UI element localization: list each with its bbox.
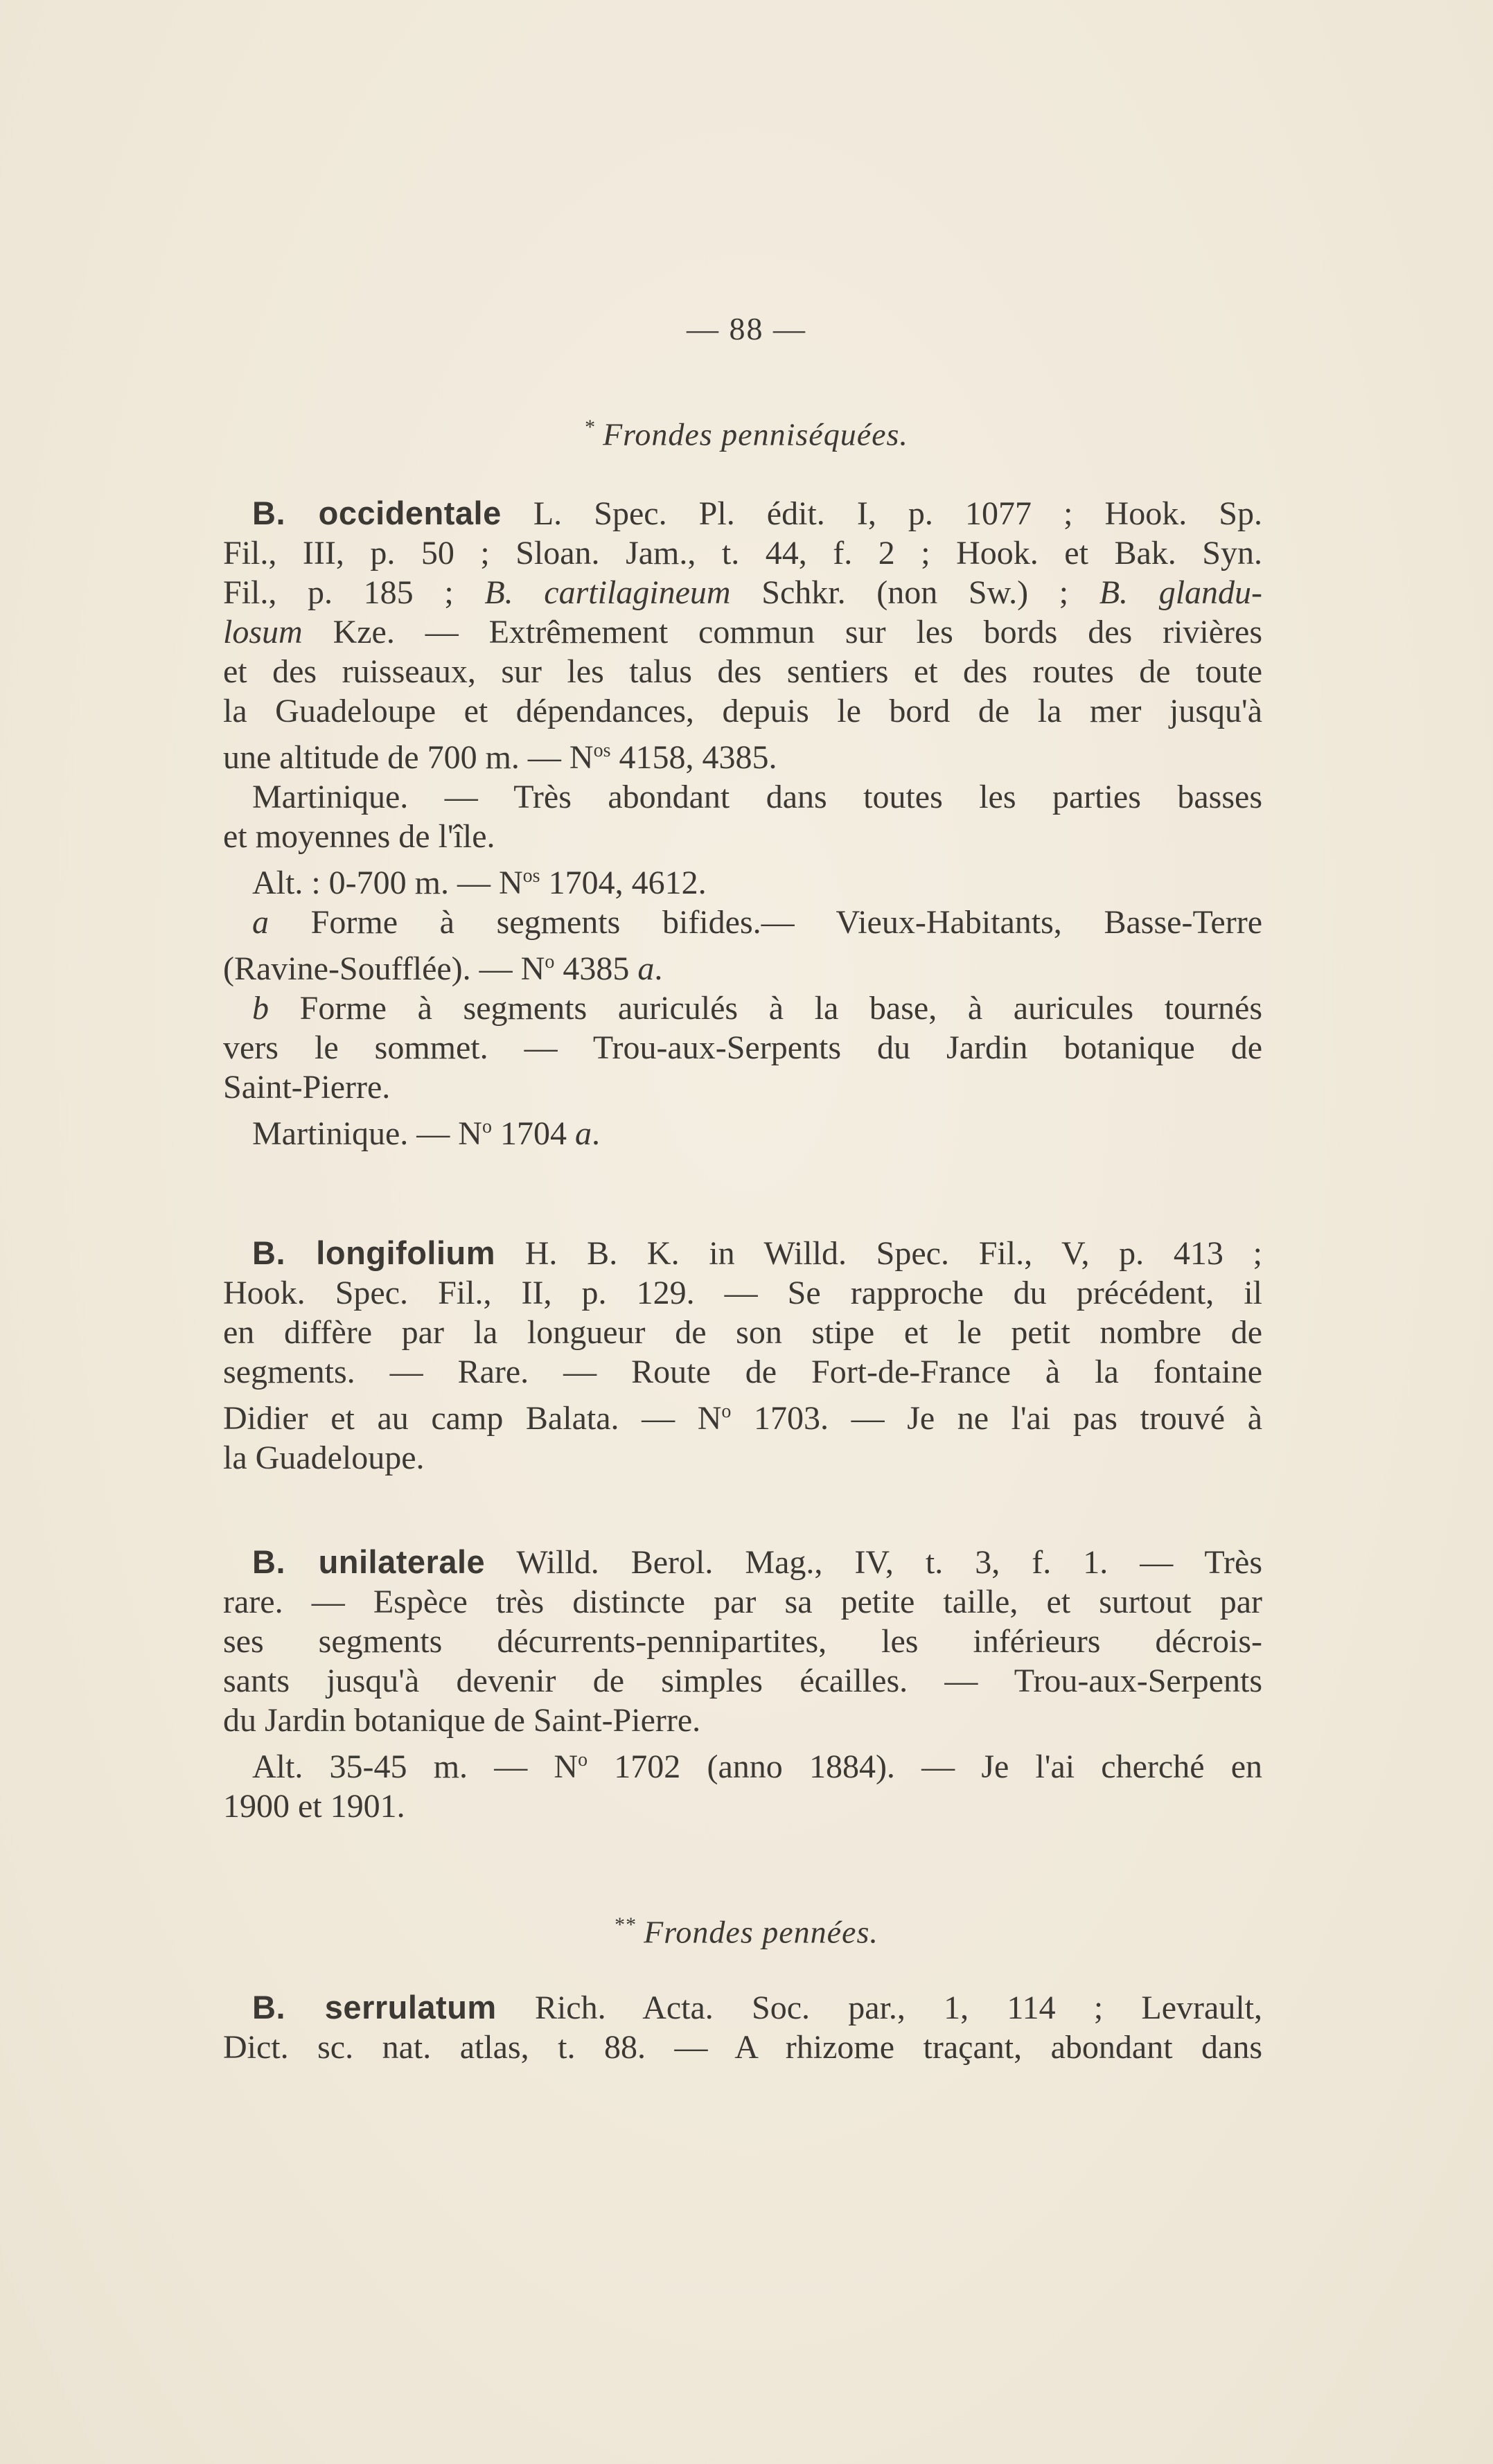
synonym-name: B. cartilagineum	[484, 574, 731, 611]
page-number: — 88 —	[687, 311, 806, 346]
text-line: Dict. sc. nat. atlas, t. 88. — A rhizome traçant, abondant dans	[223, 2029, 1262, 2066]
text-line: Hook. Spec. Fil., II, p. 129. — Se rapproche du précédent, il	[223, 1275, 1262, 1311]
text-line: Martinique. — $N^o$ 1704 a.	[252, 1115, 600, 1152]
text-line: a Forme à segments bifides.— Vieux-Habitants, Basse-Terre	[252, 904, 1262, 941]
species-name: B. unilaterale	[252, 1543, 486, 1580]
text-line: losum Kze. — Extrêmement commun sur les bords des rivières	[223, 614, 1262, 650]
species-name: B. serrulatum	[252, 1989, 497, 2026]
text-line: B. unilaterale Willd. Berol. Mag., IV, t. 3, f. 1. — Très	[252, 1543, 1262, 1581]
text-line: la Guadeloupe et dépendances, depuis le bord de la mer jusqu'à	[223, 693, 1262, 729]
species-name: B. longifolium	[252, 1234, 496, 1271]
section-marker: *	[585, 416, 597, 438]
section-heading-frondes-pennisequees	[0, 416, 1493, 452]
text-line: une altitude de 700 m. — $N^{os}$ 4158, 4385.	[223, 739, 777, 776]
text-line: Alt. : 0-700 m. — $N^{os}$ 1704, 4612.	[252, 865, 707, 901]
text-line: Martinique. — Très abondant dans toutes les parties basses	[252, 779, 1262, 815]
species-entry-longifolium	[223, 1233, 1262, 1478]
species-entry-occidentale	[223, 493, 1262, 1153]
text-line: en diffère par la longueur de son stipe et le petit nombre de	[223, 1314, 1262, 1351]
text-line: et moyennes de l'île.	[223, 818, 495, 855]
text-line: Saint-Pierre.	[223, 1069, 391, 1106]
text-line: et des ruisseaux, sur les talus des sentiers et des routes de toute	[223, 653, 1262, 690]
synonym-name: losum	[223, 614, 303, 650]
text-line: ses segments décurrents-pennipartites, les inférieurs décrois-	[223, 1623, 1262, 1660]
text-line: 1900 et 1901.	[223, 1788, 405, 1825]
text-line: Fil., III, p. 50 ; Sloan. Jam., t. 44, f. 2 ; Hook. et Bak. Syn.	[223, 535, 1262, 571]
text-line: Didier et au camp Balata. — $N^o$ 1703. — Je ne l'ai pas trouvé à	[223, 1400, 1263, 1437]
text-line: B. occidentale L. Spec. Pl. édit. I, p. 1077 ; Hook. Sp.	[252, 495, 1262, 532]
synonym-name: B. glandu-	[1099, 574, 1263, 611]
section-title: Frondes penniséquées.	[603, 416, 908, 452]
species-name: B. occidentale	[252, 495, 502, 531]
text-line: vers le sommet. — Trou-aux-Serpents du Jardin botanique de	[223, 1029, 1262, 1066]
text-line: (Ravine-Soufflée). — $N^o$ 4385 a.	[223, 950, 663, 987]
species-entry-unilaterale	[223, 1542, 1262, 1826]
section-marker: **	[615, 1913, 637, 1936]
text-line: Alt. 35-45 m. — $N^o$ 1702 (anno 1884). — Je l'ai cherché en	[252, 1748, 1263, 1785]
species-entry-serrulatum	[223, 1987, 1262, 2067]
text-line: la Guadeloupe.	[223, 1439, 425, 1476]
variety-letter: b	[252, 990, 269, 1027]
text-line: Fil., p. 185 ; B. cartilagineum Schkr. (non Sw.) ; B. glandu-	[223, 574, 1263, 611]
text-line: du Jardin botanique de Saint-Pierre.	[223, 1702, 701, 1739]
text-line: segments. — Rare. — Route de Fort-de-France à la fontaine	[223, 1354, 1262, 1390]
text-line: B. serrulatum Rich. Acta. Soc. par., 1, 114 ; Levrault,	[252, 1989, 1262, 2026]
text-line: sants jusqu'à devenir de simples écailles. — Trou-aux-Serpents	[223, 1663, 1262, 1699]
text-line: b Forme à segments auriculés à la base, à auricules tournés	[252, 990, 1262, 1027]
text-line: B. longifolium H. B. K. in Willd. Spec. Fil., V, p. 413 ;	[252, 1234, 1263, 1272]
text-line: rare. — Espèce très distincte par sa petite taille, et surtout par	[223, 1584, 1262, 1620]
section-heading-frondes-pennees	[0, 1913, 1493, 1950]
section-title: Frondes pennées.	[644, 1914, 878, 1950]
variety-letter: a	[252, 904, 269, 941]
